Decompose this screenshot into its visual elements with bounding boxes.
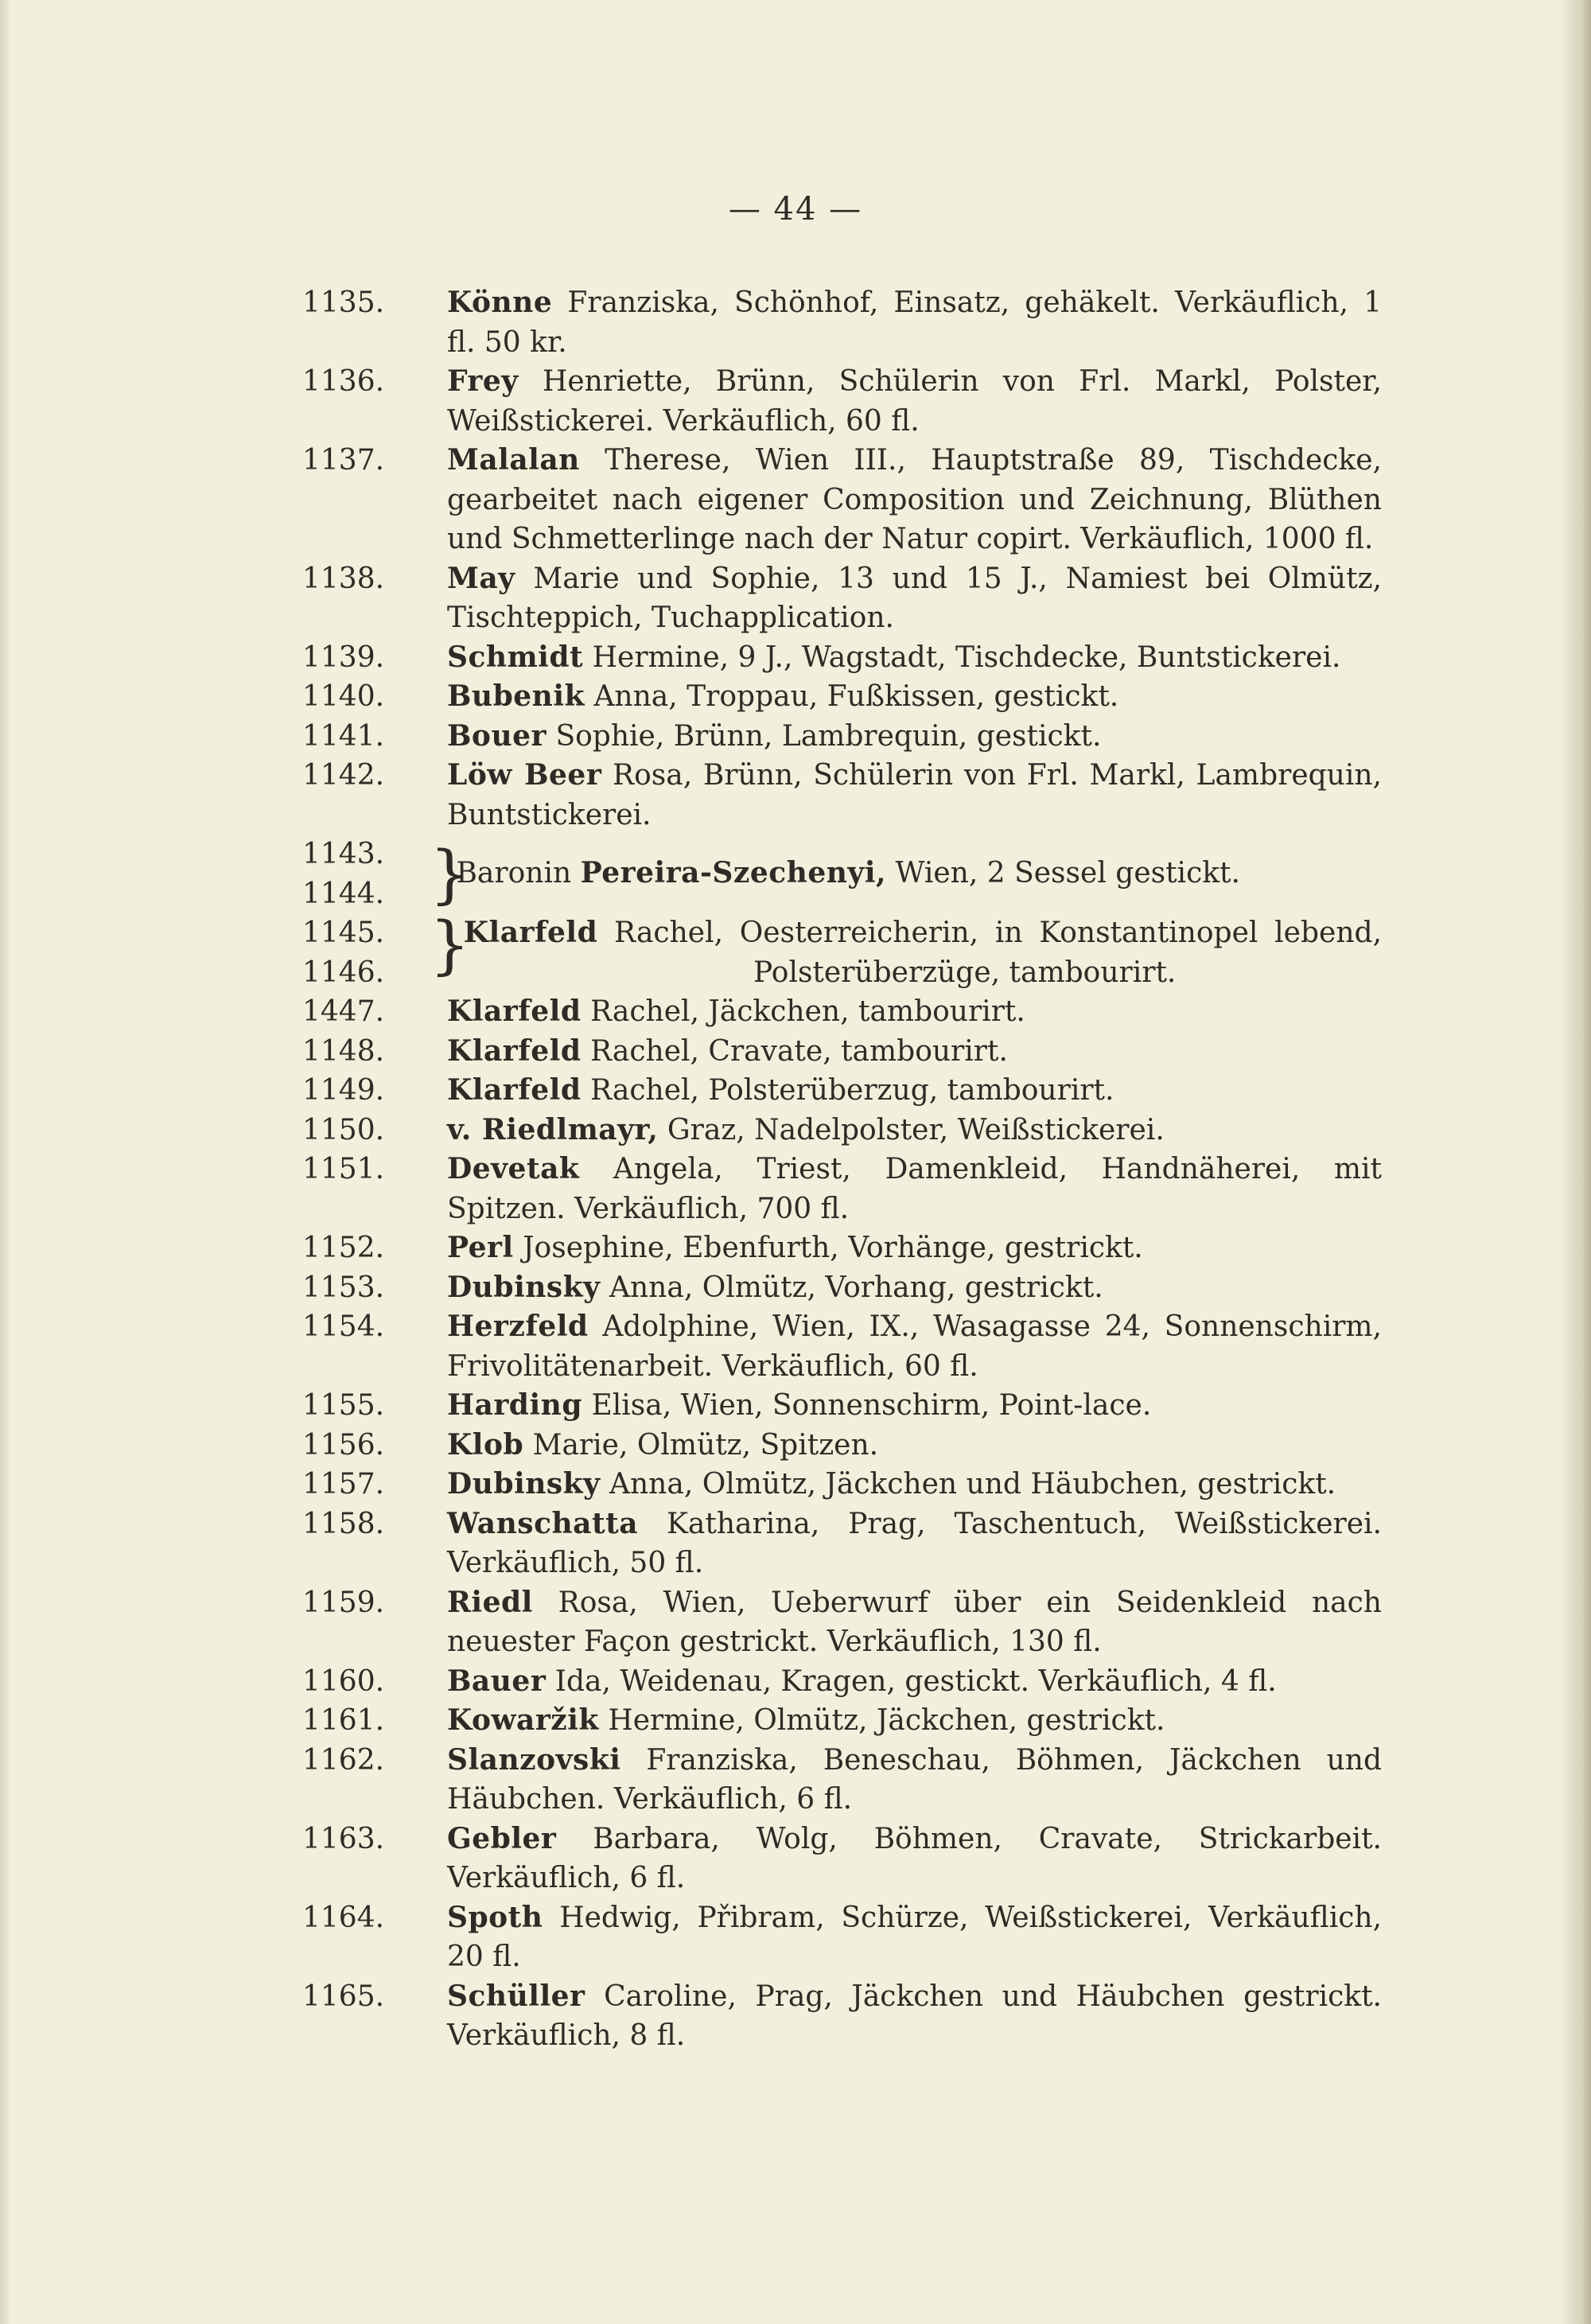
entry-text: Rosa, Wien, Ueberwurf über ein Seidenkleid nach neuester Façon gestrickt. Verkäuflich, 130 fl. — [447, 1586, 1382, 1658]
entry-text: Rosa, Brünn, Schülerin von Frl. Markl, Lambrequin, Buntstickerei. — [447, 759, 1382, 831]
catalogue-entry — [0, 1071, 1382, 1111]
brace-mark: } — [430, 837, 470, 911]
entry-name: Klob — [447, 1427, 524, 1462]
entry-number: 1149. — [302, 1074, 385, 1107]
entry-text: Franziska, Beneschau, Böhmen, Jäckchen und Häubchen. Verkäuflich, 6 fl. — [447, 1743, 1382, 1816]
entry-number: 1141. — [302, 719, 385, 753]
entry-text: Rachel, Oesterreicherin, in Konstantinopel lebend, — [614, 917, 1382, 949]
entry-name: Dubinsky — [447, 1270, 601, 1304]
entry-name: Frey — [447, 364, 519, 398]
entry-text: Anna, Troppau, Fußkissen, gestickt. — [593, 680, 1119, 713]
entry-text: Angela, Triest, Damenkleid, Handnäherei, mit Spitzen. Verkäuflich, 700 fl. — [447, 1153, 1382, 1225]
entry-number: 1163. — [302, 1822, 385, 1855]
entry-name: Herzfeld — [447, 1310, 589, 1343]
entry-text: Caroline, Prag, Jäckchen und Häubchen gestrickt. Verkäuflich, 8 fl. — [447, 1979, 1382, 2052]
entry-text: Elisa, Wien, Sonnenschirm, Point-lace. — [591, 1389, 1152, 1422]
entry-text: Rachel, Jäckchen, tambourirt. — [589, 995, 1025, 1028]
catalogue-entry — [0, 1150, 1382, 1228]
entry-text: Henriette, Brünn, Schülerin von Frl. Markl, Polster, Weißstickerei. Verkäuflich, 60 fl. — [447, 365, 1382, 438]
entry-number: 1152. — [302, 1232, 385, 1264]
catalogue-entry — [0, 1505, 1382, 1583]
catalogue-entry — [0, 1701, 1382, 1741]
catalogue-entry — [0, 283, 1382, 362]
catalogue-entry-double — [0, 835, 1382, 913]
entry-text: Anna, Olmütz, Jäckchen und Häubchen, gestrickt. — [609, 1468, 1336, 1501]
entry-text: Marie, Olmütz, Spitzen. — [532, 1428, 879, 1462]
catalogue-entry — [0, 362, 1382, 441]
entry-number: 1144. — [302, 877, 385, 910]
entry-number: 1142. — [302, 759, 385, 792]
entry-number: 1159. — [302, 1586, 385, 1619]
entry-name: Gebler — [447, 1821, 557, 1855]
catalogue-entry — [0, 1228, 1382, 1268]
entry-text: Rachel, Polsterüberzug, tambourirt. — [589, 1074, 1114, 1107]
page-number-header: — 44 — — [728, 191, 863, 228]
catalogue-entry — [0, 638, 1382, 678]
catalogue-entry — [0, 1111, 1382, 1150]
brace-mark: } — [430, 908, 470, 982]
catalogue-entry — [0, 1268, 1382, 1308]
entry-number: 1145. — [302, 917, 385, 949]
entry-name: Malalan — [447, 443, 580, 477]
entry-text-continuation: Polsterüberzüge, tambourirt. — [753, 956, 1177, 989]
catalogue-entry — [0, 1820, 1382, 1898]
entry-number: 1146. — [302, 956, 385, 989]
entry-number: 1447. — [302, 995, 385, 1028]
catalogue-entry — [0, 1583, 1382, 1662]
catalogue-entry-list — [0, 283, 1591, 2056]
entry-number: 1154. — [302, 1310, 385, 1343]
entry-text: Barbara, Wolg, Böhmen, Cravate, Strickarbeit. Verkäuflich, 6 fl. — [447, 1822, 1382, 1894]
entry-name: May — [447, 561, 515, 595]
entry-text: Sophie, Brünn, Lambrequin, gestickt. — [555, 719, 1102, 753]
entry-name: Klarfeld — [447, 1034, 582, 1068]
entry-number: 1160. — [302, 1664, 385, 1698]
entry-name: Devetak — [447, 1152, 580, 1185]
entry-name: Könne — [447, 286, 553, 319]
catalogue-entry — [0, 1465, 1382, 1505]
entry-text: Wien, 2 Sessel gestickt. — [895, 857, 1240, 890]
catalogue-entry — [0, 717, 1382, 757]
entry-text: Franziska, Schönhof, Einsatz, gehäkelt. Verkäuflich, 1 fl. 50 kr. — [447, 286, 1382, 359]
entry-name: Pereira-Szechenyi, — [580, 856, 887, 890]
entry-text: Anna, Olmütz, Vorhang, gestrickt. — [609, 1271, 1103, 1304]
entry-name: Harding — [447, 1388, 582, 1422]
catalogue-entry — [0, 1741, 1382, 1820]
entry-name: Dubinsky — [447, 1467, 601, 1501]
catalogue-entry — [0, 756, 1382, 835]
entry-text: Therese, Wien III., Hauptstraße 89, Tischdecke, gearbeitet nach eigener Composition und Zeichnung, Blüthen und Schmetterlinge nach der Natur copirt. Verkäuflich, 1000 fl. — [447, 444, 1382, 555]
entry-name: Perl — [447, 1231, 514, 1264]
entry-name: Klarfeld — [447, 1073, 582, 1107]
entry-number: 1148. — [302, 1034, 385, 1068]
entry-text: Adolphine, Wien, IX., Wasagasse 24, Sonnenschirm, Frivolitätenarbeit. Verkäuflich, 60 fl. — [447, 1310, 1382, 1383]
entry-number: 1150. — [302, 1113, 385, 1146]
entry-name: Klarfeld — [463, 916, 598, 949]
entry-text: Hermine, 9 J., Wagstadt, Tischdecke, Buntstickerei. — [592, 640, 1341, 674]
entry-name: Riedl — [447, 1585, 533, 1619]
entry-name: Wanschatta — [447, 1506, 639, 1540]
entry-name: Spoth — [447, 1900, 543, 1934]
entry-text: Katharina, Prag, Taschentuch, Weißstickerei. Verkäuflich, 50 fl. — [447, 1507, 1382, 1579]
catalogue-entry — [0, 559, 1382, 638]
entry-number: 1140. — [302, 680, 385, 713]
catalogue-entry — [0, 677, 1382, 717]
catalogue-entry — [0, 1426, 1382, 1466]
entry-number: 1137. — [302, 444, 385, 477]
catalogue-entry — [0, 1386, 1382, 1426]
entry-text: Graz, Nadelpolster, Weißstickerei. — [667, 1113, 1165, 1146]
entry-name: Kowaržik — [447, 1703, 599, 1737]
catalogue-entry — [0, 1662, 1382, 1702]
entry-number: 1162. — [302, 1743, 385, 1777]
entry-text: Marie und Sophie, 13 und 15 J., Namiest bei Olmütz, Tischteppich, Tuchapplication. — [447, 562, 1382, 634]
entry-text-wrap — [447, 913, 1382, 953]
entry-name: Schüller — [447, 1979, 585, 2013]
entry-number: 1158. — [302, 1507, 385, 1540]
entry-name: Schmidt — [447, 640, 584, 674]
catalogue-entry — [0, 1898, 1382, 1977]
entry-number: 1135. — [302, 286, 385, 319]
catalogue-entry — [0, 1307, 1382, 1386]
entry-number: 1143. — [302, 838, 385, 870]
entry-text: Ida, Weidenau, Kragen, gestickt. Verkäuflich, 4 fl. — [554, 1664, 1277, 1698]
catalogue-entry — [0, 441, 1382, 559]
entry-text: Rachel, Cravate, tambourirt. — [589, 1034, 1008, 1068]
entry-name: Bubenik — [447, 679, 585, 713]
entry-name: Slanzovski — [447, 1742, 621, 1777]
catalogue-entry — [0, 992, 1382, 1032]
entry-text: Josephine, Ebenfurth, Vorhänge, gestrickt. — [523, 1232, 1143, 1264]
entry-number: 1139. — [302, 640, 385, 674]
entry-text-wrap — [447, 835, 1382, 893]
entry-number: 1151. — [302, 1153, 385, 1185]
entry-text: Hedwig, Přibram, Schürze, Weißstickerei, Verkäuflich, 20 fl. — [447, 1901, 1382, 1973]
entry-number: 1138. — [302, 562, 385, 595]
entry-number: 1157. — [302, 1468, 385, 1501]
entry-number: 1161. — [302, 1704, 385, 1737]
catalogue-entry-double — [0, 908, 1382, 992]
entry-text: Hermine, Olmütz, Jäckchen, gestrickt. — [608, 1704, 1165, 1737]
entry-number: 1164. — [302, 1901, 385, 1934]
entry-number: 1153. — [302, 1271, 385, 1304]
entry-prefix: Baronin — [456, 857, 572, 890]
entry-number: 1155. — [302, 1389, 385, 1422]
entry-number: 1165. — [302, 1979, 385, 2013]
catalogue-entry — [0, 1977, 1382, 2056]
entry-number: 1136. — [302, 365, 385, 398]
entry-name: Löw Beer — [447, 758, 602, 792]
entry-name: Bauer — [447, 1664, 547, 1698]
entry-name: v. Riedlmayr, — [447, 1112, 659, 1146]
catalogue-entry — [0, 1032, 1382, 1072]
entry-name: Klarfeld — [447, 995, 582, 1028]
entry-name: Bouer — [447, 718, 547, 753]
entry-number: 1156. — [302, 1428, 385, 1462]
